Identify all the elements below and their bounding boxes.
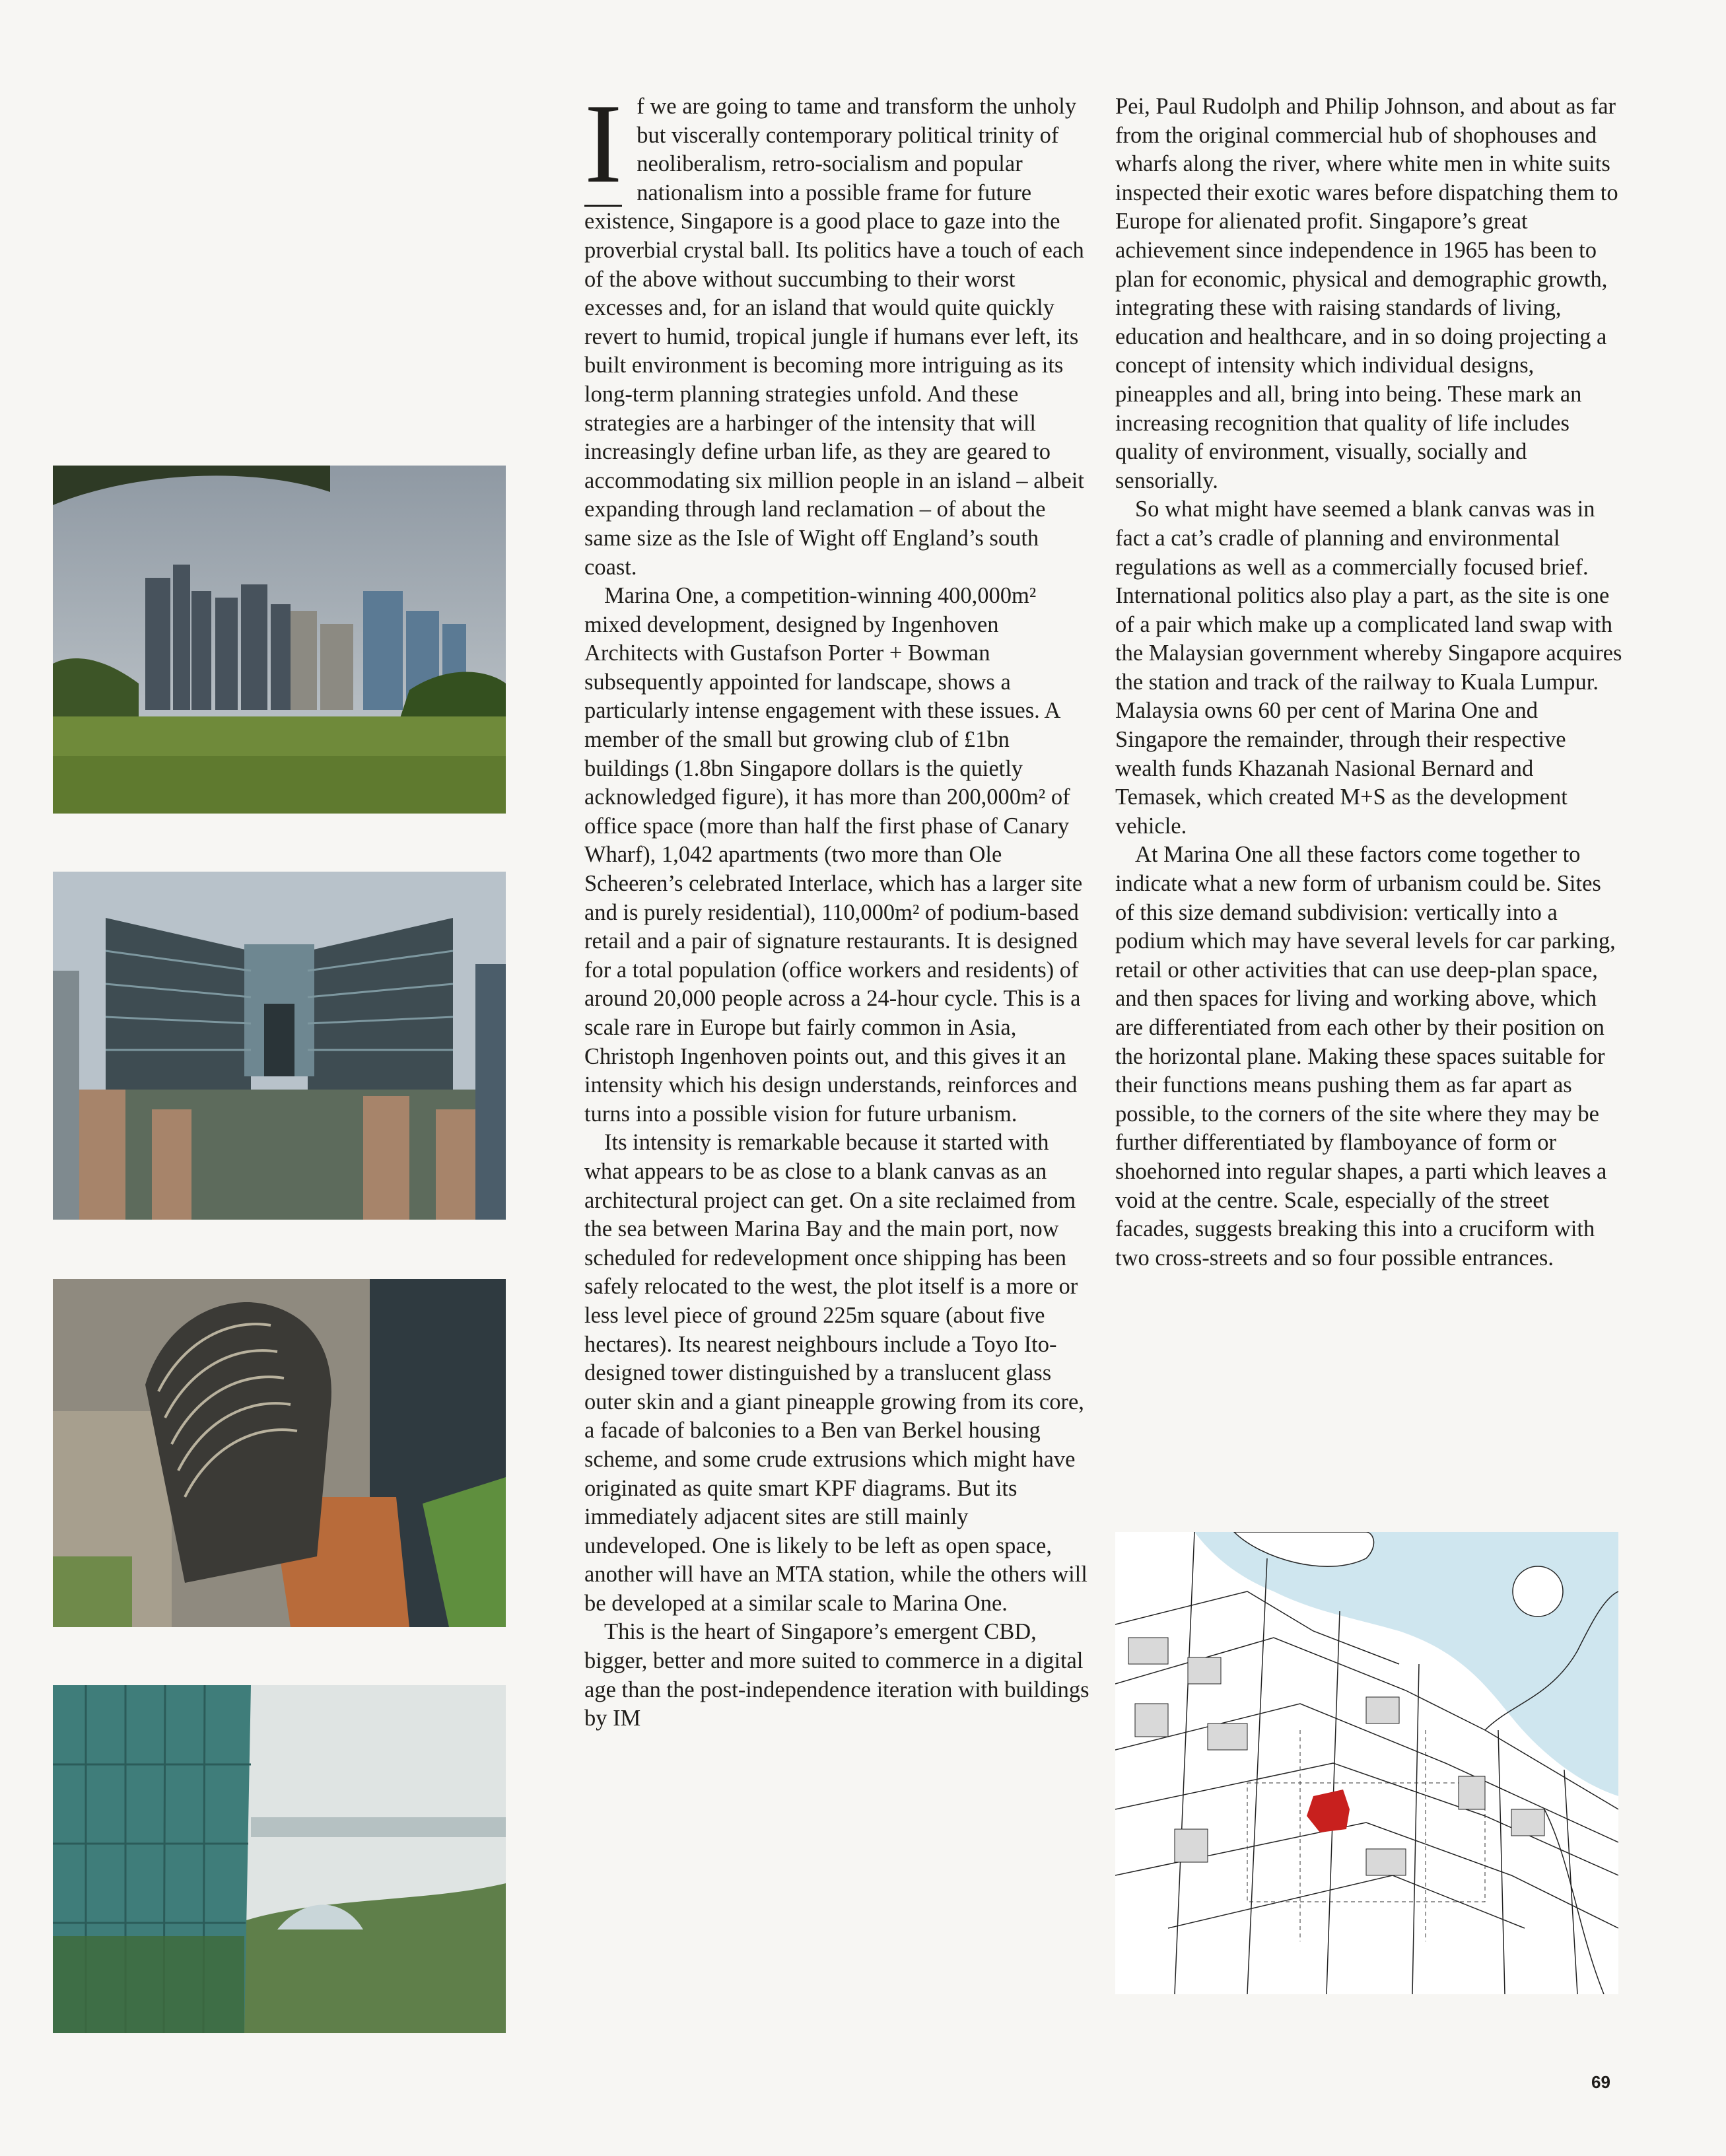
- facade-photo: [53, 872, 506, 1220]
- article-paragraph: [584, 81, 1093, 582]
- reflection-photo: [53, 1685, 506, 2033]
- article-paragraph: So what might have seemed a blank canvas was in fact a cat’s cradle of planning and environmental regulations as well as a commercially focused brief. International politics also play a part, as the site is one of a pair which make up a complicated land swap with the Malaysian government whereby Singapore acquires the station and track of the railway to Kuala Lumpur. Malaysia owns 60 per cent of Marina One and Singapore the remainder, through their respective wealth funds Khazanah Nasional Bernard and Temasek, which created M+S as the development vehicle.: [1115, 497, 1622, 839]
- article-paragraph: At Marina One all these factors come together to indicate what a new form of urbanism could be. Sites of this size demand subdivision: vertically into a podium which may have several levels for car parking, retail or other activities that can use deep-plan space, and then spaces for living and working above, which are differentiated from each other by their position on the horizontal plane. Making these spaces suitable for their functions means pushing them as far apart as possible, to the corners of the site where they may be further differentiated by flamboyance of form or shoehorned into regular shapes, a parti which leaves a void at the centre. Scale, especially of the street facades, suggests breaking this into a cruciform with two cross-streets and so four possible entrances.: [1115, 842, 1616, 1270]
- page-number: 69: [1591, 2072, 1610, 2092]
- article-paragraph: Pei, Paul Rudolph and Philip Johnson, and about as far from the original commercial hub of shophouses and wharfs along the river, where white men in white suits inspected their exotic wares before dispatching them to Europe for alienated profit. Singapore’s great achievement since independence in 1965 has been to plan for economic, physical and demographic growth, integrating these with raising standards of living, education and healthcare, and in so doing projecting a concept of intensity which individual designs, pineapples and all, bring into being. These mark an increasing recognition that quality of life includes quality of environment, visually, socially and sensorially.: [1115, 94, 1618, 493]
- paragraph-text: f we are going to tame and transform the unholy but viscerally contemporary political trinity of neoliberalism, retro-socialism and popular nationalism into a possible frame for future existence, Singapore is a good place to gaze into the proverbial crystal ball. Its politics have a touch of each of the above without succumbing to their worst excesses and, for an island that would quite quickly revert to humid, tropical jungle if humans ever left, its built environment is becoming more intriguing as its long-term planning strategies unfold. And these strategies are a harbinger of the intensity that will increasingly define urban life, as they are geared to accommodating six million people in an island – albeit expanding through land reclamation – of about the same size as the Isle of Wight off England’s south coast.: [584, 94, 1084, 580]
- site-plan-map: [1115, 1532, 1618, 1994]
- dropcap: I: [584, 81, 623, 207]
- article-paragraph: This is the heart of Singapore’s emergent CBD, bigger, better and more suited to commerce in a digital age than the post-independence iteration with buildings by IM: [584, 1619, 1089, 1731]
- article-column-left: [584, 81, 1093, 1733]
- article-column-right: [1115, 92, 1624, 1272]
- article-paragraph: Its intensity is remarkable because it started with what appears to be as close to a blank canvas as an architectural project can get. On a site reclaimed from the sea between Marina Bay and the main port, now scheduled for redevelopment once shipping has been safely relocated to the west, the plot itself is a more or less level piece of ground 225m square (about five hectares). Its nearest neighbours include a Toyo Ito-designed tower distinguished by a translucent glass outer skin and a giant pineapple growing from its core, a facade of balconies to a Ben van Berkel housing scheme, and some crude extrusions which might have originated as quite smart KPF diagrams. But its immediately adjacent sites are still mainly undeveloped. One is likely to be left as open space, another will have an MTA station, while the others will be developed at a similar scale to Marina One.: [584, 1130, 1087, 1616]
- aerial-photo: [53, 1279, 506, 1627]
- article-paragraph: Marina One, a competition-winning 400,000m² mixed development, designed by Ingenhoven Architects with Gustafson Porter + Bowman subsequently appointed for landscape, shows a particularly intense engagement with these issues. A member of the small but growing club of £1bn buildings (1.8bn Singapore dollars is the quietly acknowledged figure), it has more than 200,000m² of office space (more than half the first phase of Canary Wharf), 1,042 apartments (two more than Ole Scheeren’s celebrated Interlace, which has a larger site and is purely residential), 110,000m² of podium-based retail and a pair of signature restaurants. It is designed for a total population (office workers and residents) of around 20,000 people across a 24-hour cycle. This is a scale rare in Europe but fairly common in Asia, Christoph Ingenhoven points out, and this gives it an intensity which his design understands, reinforces and turns into a possible vision for future urbanism.: [584, 583, 1083, 1127]
- skyline-photo: [53, 466, 506, 814]
